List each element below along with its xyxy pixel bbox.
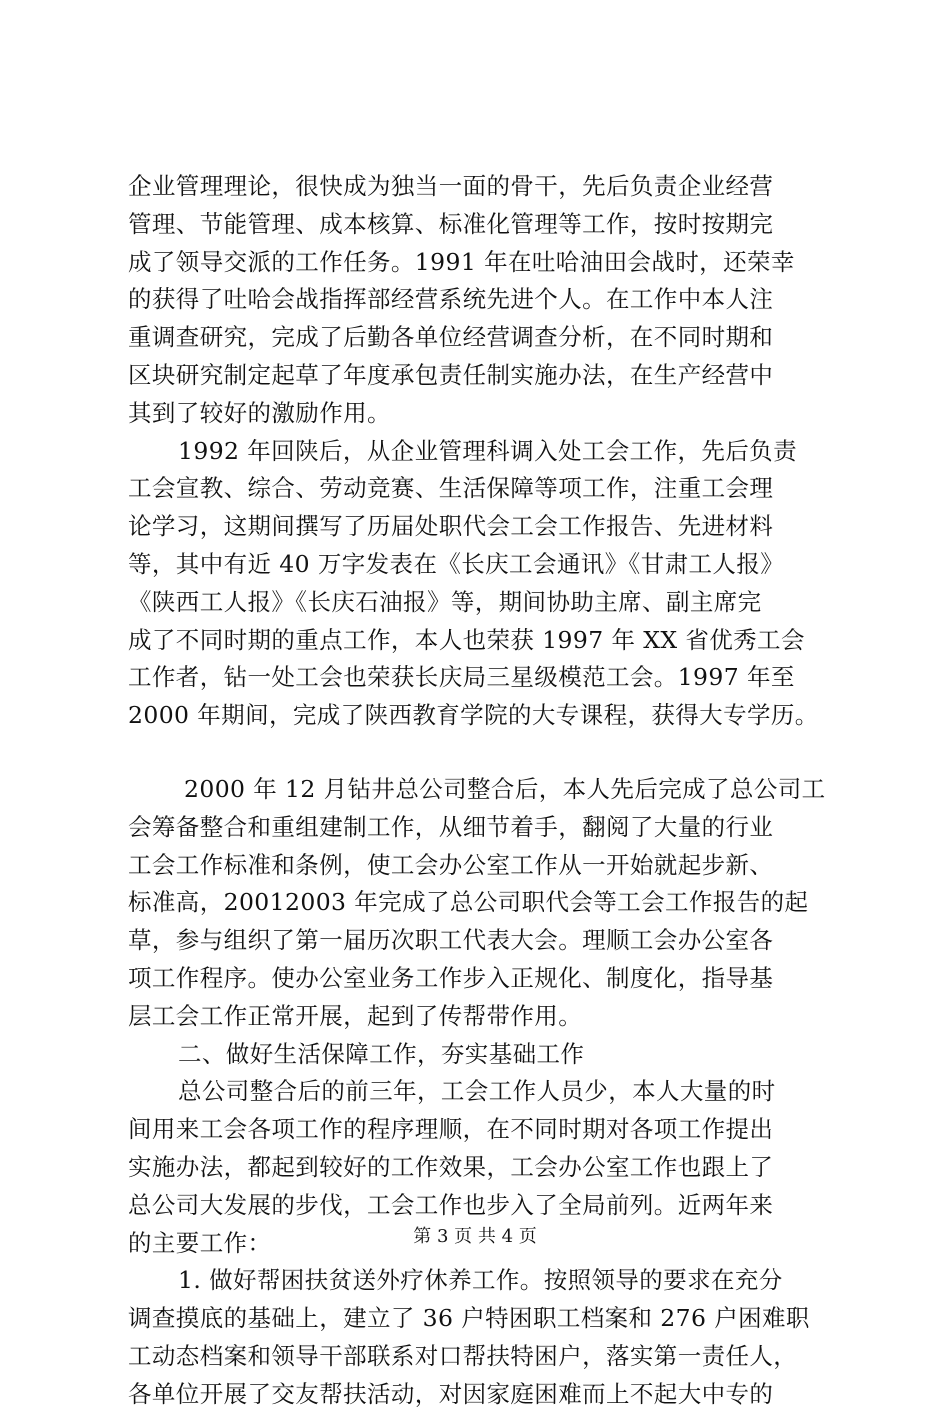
text-line: 管理、节能管理、成本核算、标准化管理等工作，按时按期完 (128, 209, 774, 238)
text-line: 实施办法，都起到较好的工作效果，工会办公室工作也跟上了 (128, 1152, 774, 1181)
text-line: 等，其中有近 40 万字发表在《长庆工会通讯》《甘肃工人报》 (128, 549, 785, 578)
text-line: 工会宣教、综合、劳动竞赛、生活保障等项工作，注重工会理 (128, 474, 774, 503)
text-line: 各单位开展了交友帮扶活动，对因家庭困难而上不起大中专的 (128, 1379, 774, 1408)
text-line: 标准高，20012003 年完成了总公司职代会等工会工作报告的起 (128, 888, 809, 917)
text-line: 总公司大发展的步伐，工会工作也步入了全局前列。近两年来 (128, 1190, 774, 1219)
text-line: 的主要工作： (128, 1228, 272, 1257)
section-heading: 二、做好生活保障工作，夯实基础工作 (178, 1039, 585, 1068)
page-number-footer: 第 3 页 共 4 页 (413, 1226, 537, 1247)
paragraph-gap (128, 735, 850, 771)
text-line: 工作者，钻一处工会也荣获长庆局三星级模范工会。1997 年至 (128, 663, 795, 692)
text-line: 其到了较好的激励作用。 (128, 398, 391, 427)
text-line: 工动态档案和领导干部联系对口帮扶特困户，落实第一责任人， (128, 1341, 798, 1370)
text-line: 2000 年期间，完成了陕西教育学院的大专课程，获得大专学历。 (128, 701, 819, 730)
text-line: 成了领导交派的工作任务。1991 年在吐哈油田会战时，还荣幸 (128, 247, 795, 276)
text-line: 成了不同时期的重点工作，本人也荣获 1997 年 XX 省优秀工会 (128, 625, 805, 654)
text-line: 间用来工会各项工作的程序理顺，在不同时期对各项工作提出 (128, 1115, 774, 1144)
text-line: 层工会工作正常开展，起到了传帮带作用。 (128, 1001, 583, 1030)
paragraph-start-line: 2000 年 12 月钻井总公司整合后，本人先后完成了总公司工 (184, 774, 826, 803)
text-line: 区块研究制定起草了年度承包责任制实施办法，在生产经营中 (128, 360, 774, 389)
text-line: 企业管理理论，很快成为独当一面的骨干，先后负责企业经营 (128, 172, 774, 200)
text-line: 重调查研究，完成了后勤各单位经营调查分析，在不同时期和 (128, 323, 774, 352)
text-line: 会筹备整合和重组建制工作，从细节着手，翻阅了大量的行业 (128, 812, 774, 841)
text-line: 的获得了吐哈会战指挥部经营系统先进个人。在工作中本人注 (128, 285, 774, 314)
text-line: 论学习，这期间撰写了历届处职代会工会工作报告、先进材料 (128, 512, 774, 541)
paragraph-start-line: 1992 年回陕后，从企业管理科调入处工会工作，先后负责 (178, 436, 797, 465)
text-line: 草，参与组织了第一届历次职工代表大会。理顺工会办公室各 (128, 926, 774, 955)
paragraph-start-line: 1. 做好帮困扶贫送外疗休养工作。按照领导的要求在充分 (178, 1266, 783, 1295)
text-line: 工会工作标准和条例，使工会办公室工作从一开始就起步新、 (128, 850, 774, 879)
text-line: 《陕西工人报》《长庆石油报》等，期间协助主席、副主席完 (128, 587, 762, 616)
paragraph-start-line: 总公司整合后的前三年，工会工作人员少，本人大量的时 (178, 1077, 776, 1106)
text-line: 项工作程序。使办公室业务工作步入正规化、制度化，指导基 (128, 963, 774, 992)
text-line: 调查摸底的基础上，建立了 36 户特困职工档案和 276 户困难职 (128, 1304, 810, 1333)
